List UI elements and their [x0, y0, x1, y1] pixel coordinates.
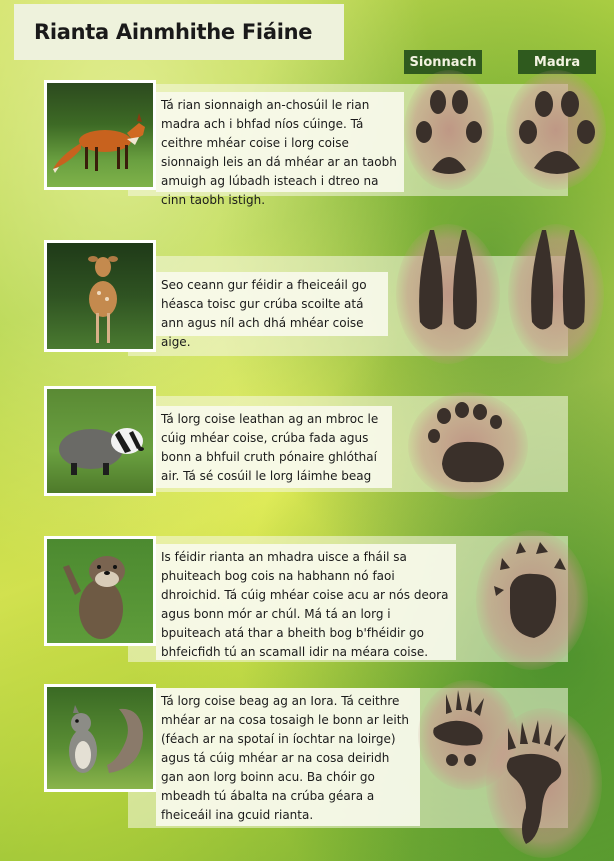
- deer-hoof-print-icon: [410, 226, 486, 338]
- otter-description: Is féidir rianta an mhadra uisce a fháil sa phuiteach bog cois na habhann nó faoi dhroichid. Tá cúig mhéar coise acu ar nós deora agus bonn mór ar chúl. Má tá an lorg i bpuiteach atá thar a bheith bog b'fhéidir go bhfeicfidh tú an scamall idir na méara coise.: [156, 544, 456, 660]
- badger-photo: [44, 386, 156, 496]
- squirrel-description: Tá lorg coise beag ag an Iora. Tá ceithre mhéar ar na cosa tosaigh le bonn ar leith (féach ar na spotaí in íochtar na loirge) agus tá cúig mhéar ar na cosa deiridh gan aon lorg boinn acu. Ba chóir go mbeadh tú ábalta na crúba géara a fheiceáil ina gcuid rianta.: [156, 688, 420, 826]
- column-label-fox: Sionnach: [404, 50, 482, 74]
- deer-hoof-print-icon: [520, 226, 596, 338]
- otter-photo: [44, 536, 156, 646]
- badger-description: Tá lorg coise leathan ag an mbroc le cúig mhéar coise, crúba fada agus bonn a bhfuil cruth pónaire ghlóthaí air. Tá sé cosúil le lorg láimhe beag: [156, 406, 392, 488]
- page-title: Rianta Ainmhithe Fiáine: [34, 20, 313, 44]
- fox-description: Tá rian sionnaigh an-chosúil le rian madra ach i bhfad níos cúinge. Tá ceithre mhéar coise i lorg coise sionnaigh leis an dá mhéar ar an taobh amuigh ag lúbadh isteach i dtreo na cinn taobh istigh.: [156, 92, 404, 192]
- deer-photo: [44, 240, 156, 352]
- badger-paw-print-icon: [424, 402, 516, 492]
- fox-photo: [44, 80, 156, 190]
- squirrel-hind-paw-print-icon: [496, 718, 592, 852]
- fox-paw-print-icon: [412, 82, 488, 182]
- deer-description: Seo ceann gur féidir a fheiceáil go héasca toisc gur crúba scoilte atá ann agus níl ach dhá mhéar coise aige.: [156, 272, 388, 336]
- title-banner: [14, 4, 344, 60]
- dog-paw-print-icon: [516, 84, 600, 184]
- squirrel-photo: [44, 684, 156, 792]
- otter-paw-print-icon: [490, 538, 576, 650]
- column-label-dog: Madra: [518, 50, 596, 74]
